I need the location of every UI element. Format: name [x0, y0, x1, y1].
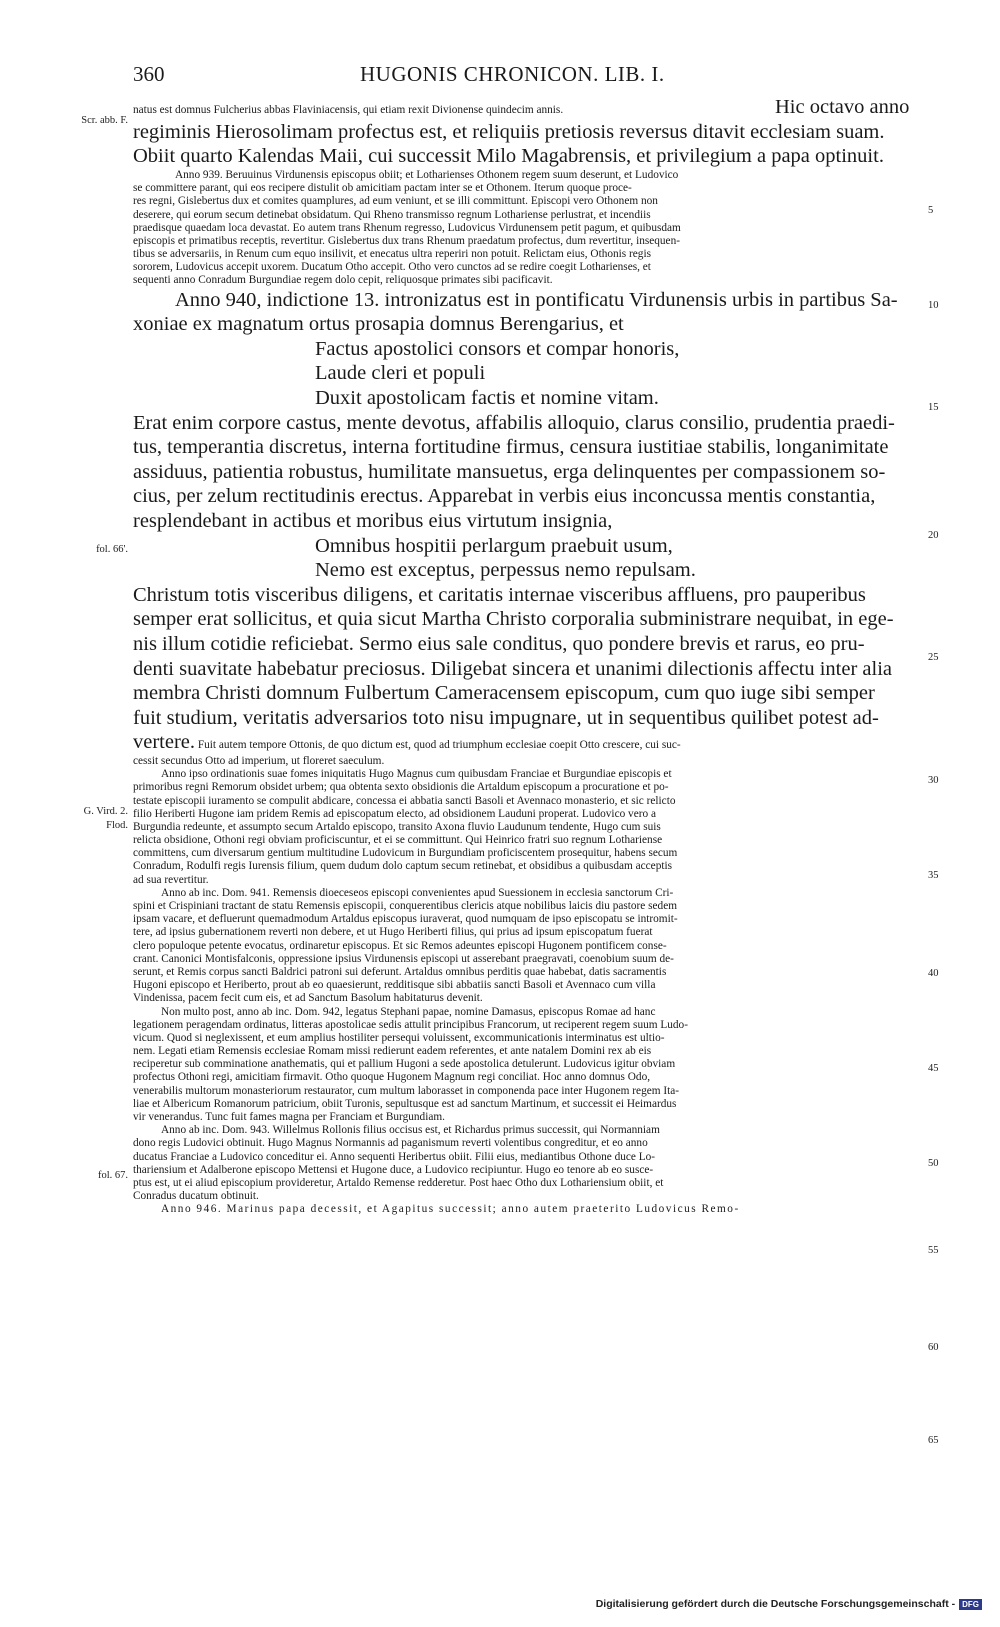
- note-line: Anno ab inc. Dom. 943. Willelmus Rollonis filius occisus est, et Richardus primus successit, qui Normanniam: [161, 1124, 660, 1137]
- margin-sigla: G. Vird. 2.: [83, 806, 128, 817]
- line-number: 10: [928, 300, 939, 311]
- note-line: tibus se adversariis, in Renum cum equo insilivit, et enecatus ultra reperiri non potuit. Relictam eius, Othonis regis: [133, 248, 651, 261]
- note-line: sequenti anno Conradum Burgundiae regem dolo cepit, reliquosque primates sibi pacificavit.: [133, 274, 553, 287]
- page-body: [133, 96, 923, 1217]
- text-line: Hic octavo anno: [775, 96, 910, 119]
- text-line: Erat enim corpore castus, mente devotus, affabilis alloquio, clarus consilio, prudentia praedi-: [133, 411, 895, 434]
- note-line: ad sua revertitur.: [133, 873, 209, 886]
- line-number: 5: [928, 205, 934, 216]
- note-line: se committere parant, qui eos recipere distulit ob amicitiam pactam inter se et Othonem. Iterum quoque proce-: [133, 182, 632, 195]
- note-line: cessit secundus Otto ad imperium, ut floreret saeculum.: [133, 754, 385, 767]
- note-line: nem. Legati etiam Remensis ecclesiae Romam missi redierunt eadem referentes, et ante natalem Domini rex ab eis: [133, 1045, 652, 1058]
- line-number: 30: [928, 775, 939, 786]
- note-line: Anno ipso ordinationis suae fomes iniquitatis Hugo Magnus cum quibusdam Franciae et Burgundiae episcopis et: [161, 768, 672, 781]
- text-line: [133, 730, 923, 755]
- note-line: Anno 946. Marinus papa decessit, et Agapitus successit; anno autem praeterito Ludovicus Remo-: [161, 1203, 740, 1216]
- text-line: Nemo est exceptus, perpessus nemo repulsam.: [315, 559, 696, 582]
- text-line: Factus apostolici consors et compar honoris,: [315, 337, 680, 360]
- note-line: ipsam vacare, et defluerunt quemadmodum Artaldus episcopus iuraverat, quod numquam de ipso episcopatu se intromit-: [133, 913, 678, 926]
- footer-credit: Digitalisierung gefördert durch die Deutsche Forschungsgemeinschaft -: [595, 1598, 956, 1610]
- note-line: natus est domnus Fulcherius abbas Flaviniacensis, qui etiam rexit Divionense quindecim annis.: [133, 104, 564, 116]
- line-number: 60: [928, 1342, 939, 1353]
- text-line: denti suavitate habebatur preciosus. Diligebat sincera et unanimi dilectionis affectu inter alia: [133, 657, 892, 680]
- text-line: Christum totis visceribus diligens, et caritatis internae visceribus affluens, pro pauperibus: [133, 583, 866, 606]
- note-line: Hugoni episcopo et Heriberto, prout ab eo quaesierunt, redditisque sibi abbatiis sancti Basoli et Avennaco cum villa: [133, 979, 656, 992]
- note-line: filio Heriberti Hugone iam pridem Remis ad episcopatum electo, ad obsidionem Lauduni properat. Ludovico vero a: [133, 807, 656, 820]
- line-number: 40: [928, 968, 939, 979]
- text-line: Duxit apostolicam factis et nomine vitam.: [315, 387, 659, 410]
- note-line: vir venerandus. Tunc fuit fames magna per Franciam et Burgundiam.: [133, 1111, 445, 1123]
- note-line: serunt, et Remis corpus sancti Baldrici patroni sui deferunt. Artaldus omnibus perditis quae habebat, datis sacramentis: [133, 965, 667, 978]
- text-line: tus, temperantia discretus, interna fortitudine firmus, censura iustitiae stabilis, longanimitate: [133, 436, 889, 459]
- margin-sigla: Flod.: [106, 820, 128, 831]
- text-line: xoniae ex magnatum ortus prosapia domnus Berengarius, et: [133, 313, 624, 336]
- text-line: assiduus, patientia robustus, humilitate mansuetus, erga delinquentes per compassionem so-: [133, 460, 886, 483]
- note-line: ptus est, ut ei aliud episcopium provideretur, Artaldo Remense redderetur. Post haec Otho dux Lothariensium obiit, et: [133, 1176, 664, 1189]
- note-line: Vindenissa, pacem fecit cum eis, et ad Sanctum Basolum habitaturus devenit.: [133, 992, 483, 1005]
- running-header: [0, 62, 1000, 92]
- text-line: membra Christi domnum Fulbertum Cameracensem episcopum, cum quo iuge sibi semper: [133, 682, 875, 705]
- note-line: res regni, Gislebertus dux et comites quamplures, ad eum veniunt, et se illi committunt. Episcopi vero Othonem non: [133, 195, 658, 208]
- note-line: Anno 939. Beruuinus Virdunensis episcopus obiit; et Lotharienses Othonem regem suum deserunt, et Ludovico: [175, 168, 679, 181]
- text-line: Anno 940, indictione 13. intronizatus est in pontificatu Virdunensis urbis in partibus Sa-: [175, 288, 898, 311]
- note-line: venerabilis multorum monasteriorum restaurator, cum multum laborasset in componenda pace inter Hugonem regem Ita-: [133, 1084, 680, 1097]
- note-line: relicta obsidione, Othoni regi obviam proficiscuntur, et ei se committunt. Qui Heinrico fratri suo regnum Lothariense: [133, 834, 663, 847]
- text-line: Obiit quarto Kalendas Maii, cui successit Milo Magabrensis, et privilegium a papa optinuit.: [133, 145, 884, 168]
- note-line: tere, ad ipsius gubernationem reverti non debere, et ut Hugo Heriberti filius, qui prius ad ipsum episcopatum fuerat: [133, 926, 653, 939]
- main-text-fragment: vertere.: [133, 731, 196, 754]
- note-line: clero populoque petente evocatus, ordinaretur episcopus. Et sic Remos adeuntes episcopi Hugonem pontificem conse-: [133, 939, 667, 952]
- margin-sigla: Scr. abb. F.: [81, 115, 128, 126]
- text-line: Omnibus hospitii perlargum praebuit usum,: [315, 534, 673, 557]
- running-head: HUGONIS CHRONICON. LIB. I.: [360, 62, 665, 86]
- note-line: praedisque quaedam loca devastat. Eo autem trans Rhenum regresso, Ludovicus Virdunensem petit pagum, et quibusdam: [133, 221, 681, 234]
- margin-sigla: fol. 67.: [97, 1170, 128, 1181]
- note-line: spini et Crispiniani tractant de statu Remensis episcopii, conquerentibus clericis atque nobilibus laicis diu pastore sedem: [133, 900, 678, 912]
- note-line: thariensium et Adalberone episcopo Mettensi et Hugone duce, a Ludovico recipiuntur. Hugo eo tenore ab eo susce-: [133, 1163, 654, 1176]
- note-line: reciperetur sub comminatione anathematis, qui et pallium Hugoni a sede apostolica detulerunt. Ludovicus igitur obviam: [133, 1058, 676, 1071]
- text-line: semper erat sollicitus, et quia sicut Martha Christo corporalia subministrare nequibat, in ege-: [133, 608, 894, 631]
- margin-sigla: fol. 66'.: [96, 544, 128, 555]
- note-line: committens, cum diversarum gentium multitudine Ludovicum in Burgundiam proficiscentem prosequitur, habens secum: [133, 847, 678, 860]
- dfg-logo: DFG: [959, 1599, 982, 1610]
- note-line: vicum. Quod si neglexissent, et eum amplius hostiliter persequi voluissent, excommunicationis interminatus est ultio-: [133, 1031, 665, 1044]
- note-line: Conradum, Rodulfi regis Iurensis filium, quem dudum dolo captum secum retinebat, et obsidibus a quibusdam acceptis: [133, 860, 673, 873]
- text-line: regiminis Hierosolimam profectus est, et reliquiis pretiosis reversus ditavit ecclesiam suam.: [133, 120, 885, 143]
- line-number: 35: [928, 870, 939, 881]
- line-number: 50: [928, 1158, 939, 1169]
- note-line: crant. Canonici Montisfalconis, oppressione ipsius Virdunensis episcopi ut asserebant praegravati, coenobium suum de-: [133, 952, 674, 965]
- note-line: profectus Othoni regi, amicitiam firmavit. Otho quoque Hugonem Magnum regi conciliat. Hoc anno domnus Odo,: [133, 1071, 651, 1084]
- note-line: ducatus Franciae a Ludovico conceditur ei. Anno sequenti Heribertus obiit. Filii eius, mediantibus Othone duce Lo-: [133, 1150, 656, 1163]
- note-line: testate episcopii iuramento se compulit abdicare, concessa ei abbatia sancti Basoli et Avennaco monasterio, et sic relicto: [133, 794, 676, 807]
- text-line: Laude cleri et populi: [315, 362, 486, 385]
- line-number: 65: [928, 1435, 939, 1446]
- page-number: 360: [133, 62, 165, 86]
- text-line: nis illum cotidie reficiebat. Sermo eius sale conditus, quo pondere brevis et rarus, eo pru-: [133, 632, 865, 655]
- note-line: Anno ab inc. Dom. 941. Remensis dioeceseos episcopi convenientes apud Suessionem in ecclesia sanctorum Cri-: [161, 886, 674, 899]
- line-number: 25: [928, 652, 939, 663]
- note-line: primoribus regni Remorum obsidet urbem; qua obtenta sexto obsidionis die Artaldum episcopum a procuratione et po-: [133, 781, 669, 794]
- note-line: legationem peragendam ordinatus, litteras apostolicae sedis attulit principibus Francorum, ut reciperent regem suum Ludo-: [133, 1018, 688, 1031]
- note-line: Non multo post, anno ab inc. Dom. 942, legatus Stephani papae, nomine Damasus, episcopus Romae ad hanc: [161, 1005, 656, 1018]
- note-text-fragment: Fuit autem tempore Ottonis, de quo dictum est, quod ad triumphum ecclesiae coepit Otto crescere, cui suc-: [195, 739, 681, 752]
- text-line: resplendebant in actibus et moribus eius virtutum insignia,: [133, 510, 613, 532]
- note-line: sororem, Ludovicus accepit uxorem. Ducatum Otho accepit. Otho vero cunctos ad se redire coegit Lotharienses, et: [133, 261, 651, 274]
- note-line: liae et Albericum Romanorum patricium, obiit Turonis, sepultusque est ad sanctum Martinum, et successit ei Heimardus: [133, 1097, 677, 1110]
- text-line: fuit studium, veritatis adversarios toto nisu impugnare, ut in sequentibus quilibet potest ad-: [133, 706, 879, 729]
- note-line: episcopis et primatibus receptis, revertitur. Gislebertus dux trans Rhenum praedatum profectus, dum revertitur, insequen-: [133, 234, 680, 247]
- note-line: dono regis Ludovici obtinuit. Hugo Magnus Normannis ad paganismum reverti volentibus congreditur, et eo anno: [133, 1137, 648, 1150]
- note-line: deserere, qui eorum secum detinebat obsidatum. Qui Rheno transmisso regnum Lothariense perlustrat, et incendiis: [133, 208, 651, 221]
- footer: [596, 1598, 982, 1610]
- note-line: Conradus ducatum obtinuit.: [133, 1190, 259, 1203]
- text-line: cius, per zelum rectitudinis erectus. Apparebat in verbis eius inconcussa mentis constantia,: [133, 485, 876, 508]
- line-number: 20: [928, 530, 939, 541]
- line-number: 55: [928, 1245, 939, 1256]
- line-number: 45: [928, 1063, 939, 1074]
- line-number: 15: [928, 402, 939, 413]
- note-line: Burgundia redeunte, et assumpto secum Artaldo episcopo, transito Axona fluvio Laudunum tendente, Hugo cum suis: [133, 820, 661, 833]
